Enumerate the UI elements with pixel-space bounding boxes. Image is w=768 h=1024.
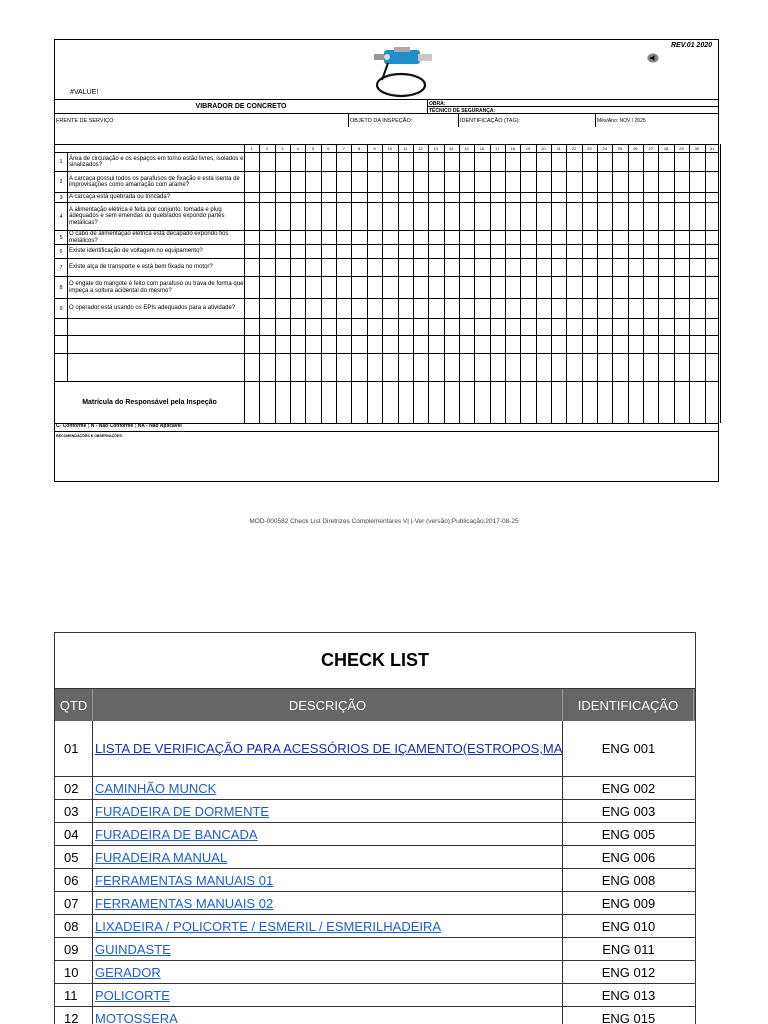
row-qtd: 11 bbox=[55, 984, 93, 1006]
question-number: 1 bbox=[59, 159, 63, 165]
row-identificacao: ENG 006 bbox=[601, 849, 656, 865]
question-text: O engate do mangote é feito com parafuso ou trava de forma que impeça a soltura acidental do mesmo? bbox=[69, 281, 244, 294]
concrete-vibrator-image bbox=[368, 44, 438, 98]
value-error-label: #VALUE! bbox=[70, 89, 99, 96]
checklist-title: CHECK LIST bbox=[55, 633, 695, 689]
checklist-table bbox=[54, 632, 696, 1024]
day-header-1: 1 bbox=[250, 146, 253, 151]
row-descricao-link[interactable]: MOTOSSERA bbox=[93, 1007, 563, 1024]
question-text: A alimentação elétrica é feita por conjunto: tomada e plug adequados e sem emendas ou quebrados expondo partes metálicas? bbox=[69, 206, 225, 226]
day-header-24: 24 bbox=[602, 146, 607, 151]
row-identificacao: ENG 003 bbox=[601, 803, 656, 819]
day-column-line bbox=[705, 144, 706, 423]
question-row bbox=[55, 230, 718, 244]
day-column-line bbox=[290, 144, 291, 423]
day-column-line bbox=[520, 144, 521, 423]
row-qtd: 06 bbox=[55, 869, 93, 891]
day-header-15: 15 bbox=[464, 146, 469, 151]
day-column-line bbox=[321, 144, 322, 423]
checklist-row bbox=[55, 846, 695, 869]
objeto-inspecao-label: OBJETO DA INSPEÇÃO: bbox=[350, 117, 413, 124]
day-header-27: 27 bbox=[648, 146, 653, 151]
row-qtd: 09 bbox=[55, 938, 93, 960]
checklist-row bbox=[55, 869, 695, 892]
question-number: 5 bbox=[59, 234, 63, 241]
day-column-line bbox=[444, 144, 445, 423]
day-header-7: 7 bbox=[342, 146, 345, 151]
row-qtd: 01 bbox=[55, 721, 93, 776]
row-descricao-link[interactable]: GUINDASTE bbox=[93, 938, 563, 960]
day-column-line bbox=[244, 144, 245, 423]
question-text: Existe alça de transporte e está bem fixada no motor? bbox=[69, 264, 213, 271]
tecnico-label: TÉCNICO DE SEGURANÇA: bbox=[429, 107, 496, 114]
day-column-line bbox=[505, 144, 506, 423]
day-header-13: 13 bbox=[433, 146, 439, 151]
day-header-22: 22 bbox=[571, 146, 577, 151]
mes-ano-label: Mês/Ano: NOV / 2025 bbox=[597, 117, 646, 124]
day-header-18: 18 bbox=[510, 146, 515, 151]
row-descricao-link[interactable]: GERADOR bbox=[93, 961, 563, 983]
row-descricao-link[interactable]: LIXADEIRA / POLICORTE / ESMERIL / ESMERILHADEIRA bbox=[93, 915, 563, 937]
checklist-header bbox=[55, 689, 695, 721]
document-footer-note: MOD-000582 Check List Diretrizes Complementares V| |-Ver (versão):Publicação:2017-08-25 bbox=[249, 518, 519, 524]
question-row bbox=[55, 202, 718, 230]
question-number: 2 bbox=[59, 179, 63, 185]
day-column-line bbox=[536, 144, 537, 423]
day-header-8: 8 bbox=[357, 146, 361, 151]
revision-label: REV.01 2020 bbox=[671, 42, 712, 49]
question-text: O operador está usando os EPIs adequados para a atividade? bbox=[69, 305, 236, 312]
col-qtd-header: QTD bbox=[55, 689, 93, 721]
day-header-14: 14 bbox=[448, 146, 454, 151]
question-text: Existe identificação de voltagem no equipamento? bbox=[69, 248, 203, 255]
row-qtd: 05 bbox=[55, 846, 93, 868]
day-header-26: 26 bbox=[633, 146, 638, 151]
day-column-line bbox=[628, 144, 629, 423]
question-row bbox=[55, 298, 718, 318]
question-text: A carcaça possui todos os parafusos de fixação e está isenta de improvisações como amarração com arame? bbox=[69, 175, 240, 188]
checklist-body bbox=[55, 721, 695, 1024]
row-descricao-link[interactable]: POLICORTE bbox=[93, 984, 563, 1006]
recommendations-box[interactable] bbox=[55, 431, 718, 481]
question-row bbox=[55, 276, 718, 298]
day-column-line bbox=[474, 144, 475, 423]
question-text: Área de circulação e os espaços em torno estão livres, isolados e sinalizados? bbox=[69, 155, 244, 168]
row-identificacao: ENG 008 bbox=[601, 872, 656, 888]
day-header-5: 5 bbox=[311, 146, 315, 151]
day-column-line bbox=[658, 144, 659, 423]
col-identificacao-header: IDENTIFICAÇÃO bbox=[563, 689, 694, 721]
row-identificacao: ENG 015 bbox=[601, 1010, 656, 1024]
question-row bbox=[55, 192, 718, 202]
form-header bbox=[55, 40, 718, 99]
checklist-row bbox=[55, 823, 695, 846]
day-header-31: 31 bbox=[709, 146, 715, 151]
day-column-line bbox=[428, 144, 429, 423]
info-row bbox=[55, 113, 718, 127]
row-identificacao: ENG 010 bbox=[601, 918, 656, 934]
day-header-16: 16 bbox=[479, 146, 485, 151]
checklist-row bbox=[55, 721, 695, 777]
question-number: 8 bbox=[59, 284, 63, 291]
inspection-form bbox=[54, 39, 719, 482]
day-header-9: 9 bbox=[373, 146, 376, 151]
question-row bbox=[55, 318, 718, 335]
days-header-row bbox=[55, 144, 718, 152]
row-identificacao: ENG 001 bbox=[601, 741, 656, 756]
row-descricao-link[interactable]: FURADEIRA DE DORMENTE bbox=[93, 800, 563, 822]
row-qtd: 10 bbox=[55, 961, 93, 983]
frente-servico-label: FRENTE DE SERVIÇO: bbox=[56, 117, 115, 124]
checklist-row bbox=[55, 984, 695, 1007]
day-header-2: 2 bbox=[265, 146, 269, 151]
day-column-line bbox=[674, 144, 675, 423]
day-header-21: 21 bbox=[556, 146, 561, 151]
day-column-line bbox=[336, 144, 337, 423]
question-row bbox=[55, 353, 718, 381]
day-header-6: 6 bbox=[327, 146, 330, 151]
question-number: 3 bbox=[59, 194, 63, 201]
row-identificacao: ENG 005 bbox=[601, 826, 656, 842]
day-column-line bbox=[689, 144, 690, 423]
checklist-row bbox=[55, 915, 695, 938]
day-column-line bbox=[551, 144, 552, 423]
row-identificacao: ENG 012 bbox=[601, 964, 656, 980]
day-column-line bbox=[582, 144, 583, 423]
question-number: 6 bbox=[59, 248, 63, 255]
question-row bbox=[55, 152, 718, 171]
day-header-30: 30 bbox=[694, 146, 700, 151]
conformity-legend: C- Conforme ; N - Não Conforme ; NA - Não Aplicavel bbox=[56, 423, 182, 429]
checklist-row bbox=[55, 1007, 695, 1024]
question-text: A carcaça está quebrada ou trincada? bbox=[69, 194, 171, 201]
question-number: 4 bbox=[59, 213, 63, 220]
day-column-line bbox=[566, 144, 567, 423]
row-descricao-link[interactable]: CAMINHÃO MUNCK bbox=[93, 777, 563, 799]
day-column-line bbox=[459, 144, 460, 423]
day-header-10: 10 bbox=[387, 146, 393, 151]
question-text: O cabo de alimentação elétrica está decapado expondo fios metálicos? bbox=[69, 231, 229, 244]
day-column-line bbox=[720, 144, 721, 423]
row-descricao-link[interactable]: FURADEIRA DE BANCADA bbox=[93, 823, 563, 845]
day-column-line bbox=[612, 144, 613, 423]
checklist-row bbox=[55, 892, 695, 915]
day-column-line bbox=[398, 144, 399, 423]
question-number: 9 bbox=[59, 305, 63, 312]
day-header-28: 28 bbox=[663, 146, 669, 151]
checklist-row bbox=[55, 938, 695, 961]
row-descricao-link[interactable]: FURADEIRA MANUAL bbox=[93, 846, 563, 868]
row-qtd: 07 bbox=[55, 892, 93, 914]
day-column-line bbox=[367, 144, 368, 423]
row-descricao-link[interactable]: FERRAMENTAS MANUAIS 02 bbox=[93, 892, 563, 914]
day-header-17: 17 bbox=[495, 146, 500, 151]
day-column-line bbox=[259, 144, 260, 423]
speaker-icon[interactable] bbox=[647, 53, 659, 63]
day-column-line bbox=[351, 144, 352, 423]
checklist-row bbox=[55, 777, 695, 800]
row-identificacao: ENG 002 bbox=[601, 780, 656, 796]
row-descricao-link[interactable]: LISTA DE VERIFICAÇÃO PARA ACESSÓRIOS DE IÇAMENTO(ESTROPOS,MA bbox=[93, 721, 563, 776]
row-qtd: 08 bbox=[55, 915, 93, 937]
day-header-4: 4 bbox=[296, 146, 299, 151]
obra-label: OBRA: bbox=[429, 100, 446, 107]
checklist-row bbox=[55, 800, 695, 823]
row-identificacao: ENG 009 bbox=[601, 895, 656, 911]
row-qtd: 04 bbox=[55, 823, 93, 845]
question-number: 7 bbox=[59, 264, 63, 271]
day-column-line bbox=[490, 144, 491, 423]
day-column-line bbox=[643, 144, 644, 423]
col-descricao-header: DESCRIÇÃO bbox=[93, 689, 563, 721]
day-column-line bbox=[382, 144, 383, 423]
question-row bbox=[55, 258, 718, 276]
question-row bbox=[55, 335, 718, 353]
checklist-row bbox=[55, 961, 695, 984]
day-header-20: 20 bbox=[541, 146, 546, 151]
row-descricao-link[interactable]: FERRAMENTAS MANUAIS 01 bbox=[93, 869, 563, 891]
row-qtd: 02 bbox=[55, 777, 93, 799]
equipment-title: VIBRADOR DE CONCRETO bbox=[195, 103, 287, 110]
day-header-19: 19 bbox=[525, 146, 531, 151]
day-header-29: 29 bbox=[679, 146, 684, 151]
row-identificacao: ENG 013 bbox=[601, 987, 656, 1003]
day-header-12: 12 bbox=[418, 146, 423, 151]
day-column-line bbox=[597, 144, 598, 423]
day-header-25: 25 bbox=[617, 146, 623, 151]
recommendations-label: RECOMENDAÇÕES E OBSERVAÇÕES: bbox=[56, 434, 123, 438]
day-column-line bbox=[305, 144, 306, 423]
row-qtd: 12 bbox=[55, 1007, 93, 1024]
day-header-11: 11 bbox=[403, 146, 408, 151]
day-column-line bbox=[275, 144, 276, 423]
row-identificacao: ENG 011 bbox=[602, 941, 655, 957]
matricula-label: Matrícula do Responsável pela Inspeção bbox=[82, 398, 217, 406]
title-row bbox=[55, 99, 718, 113]
row-qtd: 03 bbox=[55, 800, 93, 822]
day-header-3: 3 bbox=[281, 146, 284, 151]
question-row bbox=[55, 171, 718, 192]
day-header-23: 23 bbox=[587, 146, 592, 151]
question-row bbox=[55, 244, 718, 258]
day-column-line bbox=[413, 144, 414, 423]
identificacao-tag-label: IDENTIFICAÇÃO (TAG): bbox=[460, 117, 521, 124]
